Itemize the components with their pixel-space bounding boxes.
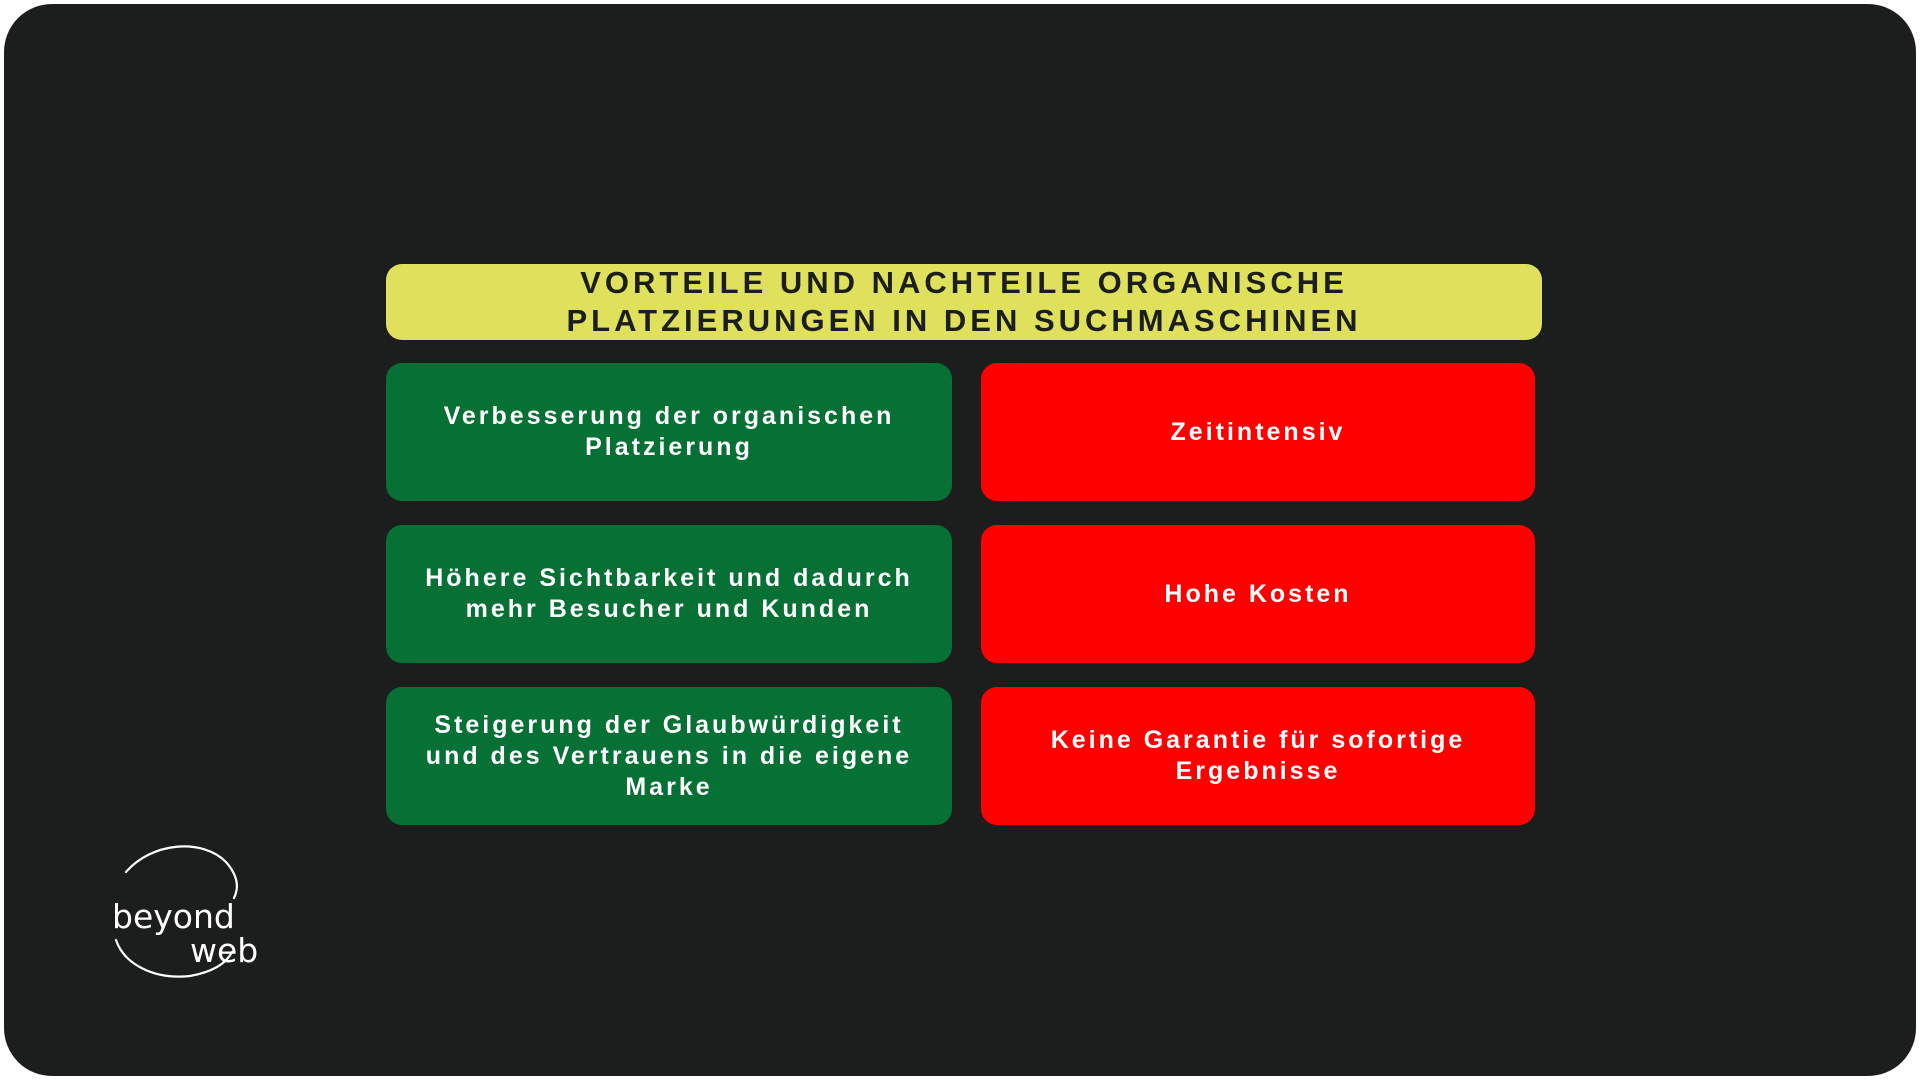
pro-text-1-line-1: Verbesserung der organischen [443,402,895,430]
pro-text-3 [426,710,912,803]
logo-word-beyond: beyond [112,897,235,936]
pro-text-3-line-3: Marke [625,772,713,801]
pro-text-2-line-1: Höhere Sichtbarkeit und dadurch [425,564,913,592]
pro-card-1 [386,363,952,501]
title-banner [386,264,1542,340]
con-text-3 [1051,725,1466,787]
con-text-2 [1164,579,1351,610]
pro-card-2 [386,525,952,663]
con-text-1-line-1: Zeitintensiv [1170,417,1346,446]
pro-text-3-line-2: und des Vertrauens in die eigene [425,741,913,770]
title [566,264,1361,340]
con-card-2 [981,525,1535,663]
con-text-3-line-2: Ergebnisse [1175,757,1341,785]
title-line-1: VORTEILE UND NACHTEILE ORGANISCHE [580,265,1348,300]
pro-text-2-line-2: mehr Besucher und Kunden [465,595,873,623]
con-card-3 [981,687,1535,825]
pro-card-3 [386,687,952,825]
con-text-1 [1171,417,1346,448]
logo-word-web: web [190,931,259,970]
pro-text-3-line-1: Steigerung der Glaubwürdigkeit [434,710,904,739]
title-line-2: PLATZIERUNGEN IN DEN SUCHMASCHINEN [566,303,1362,338]
con-card-1 [981,363,1535,501]
pro-text-1-line-2: Platzierung [585,433,753,461]
pro-text-1 [444,401,895,463]
con-text-2-line-1: Hohe Kosten [1164,579,1352,608]
pro-text-2 [425,563,913,625]
con-text-3-line-1: Keine Garantie für sofortige [1050,726,1466,754]
beyond-web-logo [104,844,274,984]
